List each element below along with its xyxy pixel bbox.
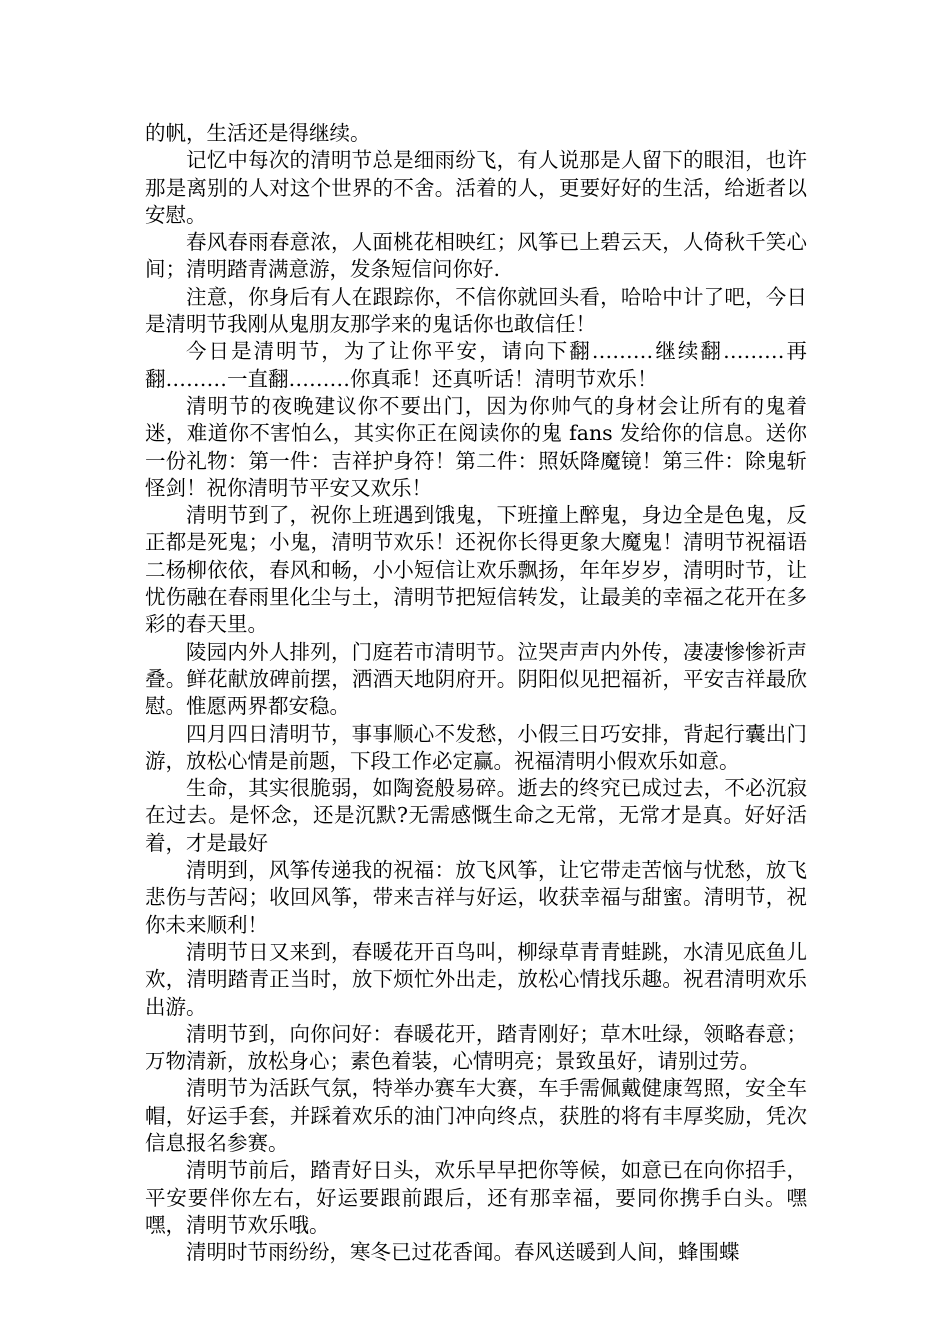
paragraph-kite-blessing: 清明到，风筝传递我的祝福：放飞风筝，让它带走苦恼与忧愁，放飞悲伤与苦闷；收回风筝，带来吉祥与好运，收获幸福与甜蜜。清明节，祝你未来顺利！	[145, 858, 807, 937]
paragraph-life-fragile: 生命，其实很脆弱，如陶瓷般易碎。逝去的终究已成过去，不必沉寂在过去。是怀念，还是沉默?无需感慨生命之无常，无常才是真。好好活着，才是最好	[145, 776, 807, 855]
paragraph-spring-breeze: 春风春雨春意浓，人面桃花相映红；风筝已上碧云天，人倚秋千笑心间；清明踏青满意游，发条短信问你好.	[145, 230, 807, 282]
paragraph-outing: 清明节前后，踏青好日头，欢乐早早把你等候，如意已在向你招手，平安要伴你左右，好运要跟前跟后，还有那幸福，要同你携手白头。嘿嘿，清明节欢乐哦。	[145, 1158, 807, 1237]
paragraph-memory-rain: 记忆中每次的清明节总是细雨纷飞，有人说那是人留下的眼泪，也许那是离别的人对这个世界的不舍。活着的人，更要好好的生活，给逝者以安慰。	[145, 148, 807, 227]
paragraph-scroll-down: 今日是清明节，为了让你平安，请向下翻………继续翻………再翻………一直翻………你真乖！还真听话！清明节欢乐！	[145, 339, 807, 391]
paragraph-continuation: 的帆，生活还是得继续。	[145, 121, 371, 145]
paragraph-racing: 清明节为活跃气氛，特举办赛车大赛，车手需佩戴健康驾照，安全车帽，好运手套，并踩着欢乐的油门冲向终点，获胜的将有丰厚奖励，凭次信息报名参赛。	[145, 1076, 807, 1155]
paragraph-night-advice: 清明节的夜晚建议你不要出门，因为你帅气的身材会让所有的鬼着迷，难道你不害怕么，其实你正在阅读你的鬼 fans 发给你的信息。送你一份礼物：第一件：吉祥护身符！第二件：照妖降魔镜！第三件：除鬼斩怪剑！祝你清明节平安又欢乐！	[145, 393, 807, 500]
paragraph-greetings: 清明节到，向你问好：春暖花开，踏青刚好；草木吐绿，领略春意；万物清新，放松身心；素色着装，心情明亮；景致虽好，请别过劳。	[145, 1021, 807, 1074]
paragraph-april-fourth: 四月四日清明节，事事顺心不发愁，小假三日巧安排，背起行囊出门游，放松心情是前题，下段工作必定赢。祝福清明小假欢乐如意。	[145, 721, 807, 773]
paragraph-cemetery: 陵园内外人排列，门庭若市清明节。泣哭声声内外传，凄凄惨惨祈声叠。鲜花献放碑前摆，洒酒天地阴府开。阴阳似见把福祈，平安吉祥最欣慰。惟愿两界都安稳。	[145, 639, 807, 719]
paragraph-rain-season: 清明时节雨纷纷，寒冬已过花香闻。春风送暖到人间，蜂围蝶	[186, 1240, 740, 1265]
paragraph-festival-again: 清明节日又来到，春暖花开百鸟叫，柳绿草青青蛙跳，水清见底鱼儿欢，清明踏青正当时，放下烦忙外出走，放松心情找乐趣。祝君清明欢乐出游。	[145, 939, 807, 1019]
paragraph-ghost-wishes: 清明节到了，祝你上班遇到饿鬼，下班撞上醉鬼，身边全是色鬼，反正都是死鬼；小鬼，清明节欢乐！还祝你长得更象大魔鬼！清明节祝福语二杨柳依依，春风和畅，小小短信让欢乐飘扬，年年岁岁，清明时节，让忧伤融在春雨里化尘与土，清明节把短信转发，让最美的幸福之花开在多彩的春天里。	[145, 503, 807, 637]
document-page	[145, 120, 807, 1266]
paragraph-someone-following: 注意，你身后有人在跟踪你，不信你就回头看，哈哈中计了吧，今日是清明节我刚从鬼朋友那学来的鬼话你也敢信任！	[145, 284, 807, 337]
